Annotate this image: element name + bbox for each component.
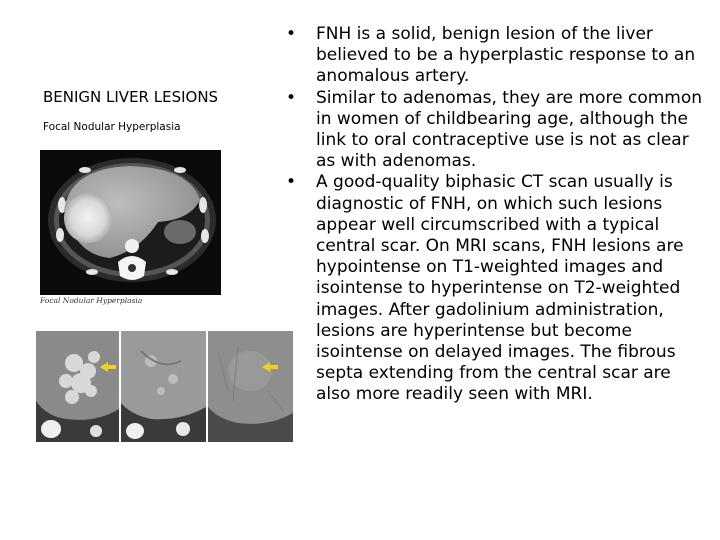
ct-scan-drawing [40,150,221,295]
image-caption: Focal Nodular Hyperplasia [40,296,143,305]
ct-panel-arterial [36,331,119,442]
bullet-item [283,172,703,405]
bullet-text: A good-quality biphasic CT scan usually is diagnostic of FNH, on which such lesions appear well circumscribed with a typical central scar. On MRI scans, FNH lesions are hypointense on T1-weighted images and isointense to hyperintense on T2-weighted images. After gadolinium administration, lesions are hyperintense but become isointense on delayed images. The fibrous septa extending from the central scar are also more readily seen with MRI. [316,172,684,405]
bullet-dot: • [286,87,297,108]
ct-panel-delayed [208,331,293,442]
ct-panel-portal [121,331,206,442]
bullet-dot: • [286,24,297,44]
bullet-list [283,24,703,406]
bullet-item [283,24,703,88]
ct-panel-arterial-drawing [36,331,119,442]
ct-panel-portal-drawing [121,331,206,442]
bullet-item [283,88,703,173]
bullet-dot: • [286,172,297,193]
ct-scan-image-axial [40,150,221,295]
slide-subtitle: Focal Nodular Hyperplasia [43,121,181,133]
bullet-text: FNH is a solid, benign lesion of the liver believed to be a hyperplastic response to an anomalous artery. [316,24,696,87]
bullet-text: Similar to adenomas, they are more common in women of childbearing age, although the link to oral contraceptive use is not as clear as with adenomas. [316,87,703,172]
ct-panel-delayed-drawing [208,331,293,442]
slide-title: BENIGN LIVER LESIONS [43,88,219,106]
